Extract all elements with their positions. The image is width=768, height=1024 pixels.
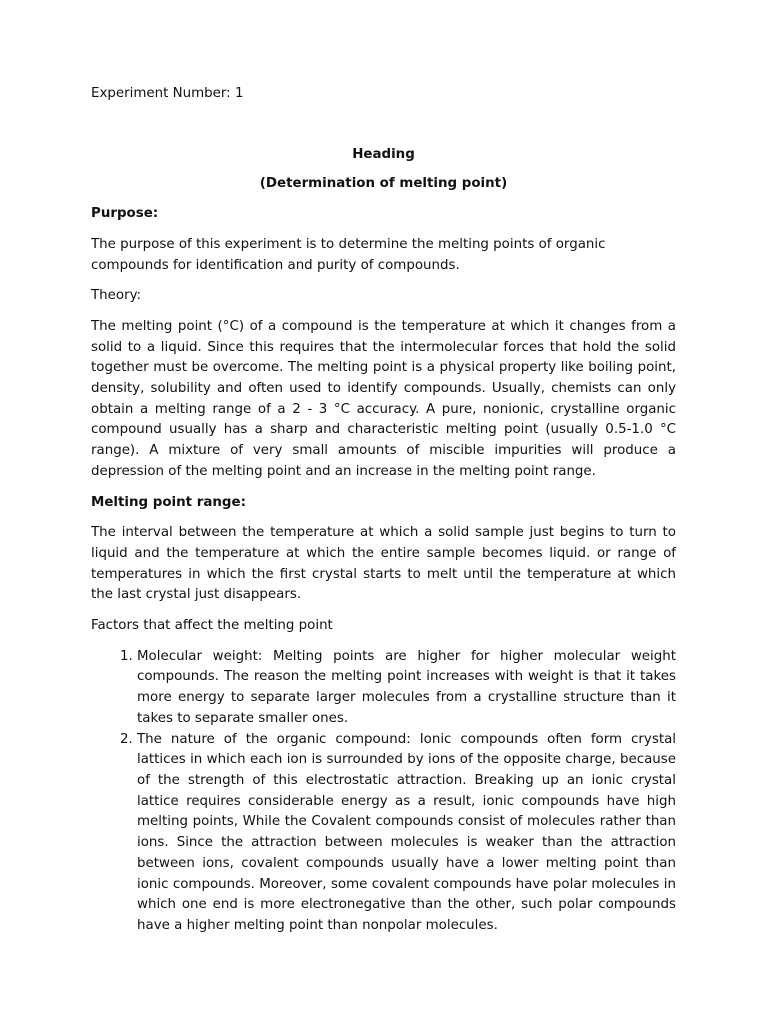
purpose-text: The purpose of this experiment is to determine the melting points of organic compounds for identification and purity of compounds. xyxy=(91,236,606,273)
factors-list xyxy=(91,647,676,937)
theory-text: The melting point (°C) of a compound is the temperature at which it changes from a solid to a liquid. Since this requires that the intermolecular forces that hold the solid together must be overcome. The melting point is a physical property like boiling point, density, solubility and often used to identify compounds. Usually, chemists can only obtain a melting range of a 2 - 3 °C accuracy. A pure, nonionic, crystalline organic compound usually has a sharp and characteristic melting point (usually 0.5-1.0 °C range). A mixture of very small amounts of miscible impurities will produce a depression of the melting point and an increase in the melting point range. xyxy=(91,318,676,479)
subheading: (Determination of melting point) xyxy=(259,176,508,192)
theory-label: Theory: xyxy=(91,288,142,304)
melting-range-text: The interval between the temperature at which a solid sample just begins to turn to liquid and the temperature at which the entire sample becomes liquid. or range of temperatures in which the first crystal starts to melt until the temperature at which the last crystal just disappears. xyxy=(91,525,676,603)
factors-label: Factors that affect the melting point xyxy=(91,618,333,634)
purpose-label: Purpose: xyxy=(91,206,159,222)
heading: Heading xyxy=(352,146,415,162)
list-item: 2. The nature of the organic compound: Ionic compounds often form crystal lattices in which each ion is surrounded by ions of the opposite charge, because of the strength of this electrostatic attraction. Breaking up an ionic crystal lattice requires considerable energy as a result, ionic compounds have high melting points, While the Covalent compounds consist of molecules rather than ions. Since the attraction between molecules is weaker than the attraction between ions, covalent compounds usually have a lower melting point than ionic compounds. Moreover, some covalent compounds have polar molecules in which one end is more electronegative than the other, such polar compounds have a higher melting point than nonpolar molecules. xyxy=(137,730,676,937)
list-item: 1. Molecular weight: Melting points are higher for higher molecular weight compounds. The reason the melting point increases with weight is that it takes more energy to separate larger molecules from a crystalline structure than it takes to separate smaller ones. xyxy=(137,647,676,730)
experiment-number: Experiment Number: 1 xyxy=(91,86,244,101)
melting-range-label: Melting point range: xyxy=(91,494,246,510)
